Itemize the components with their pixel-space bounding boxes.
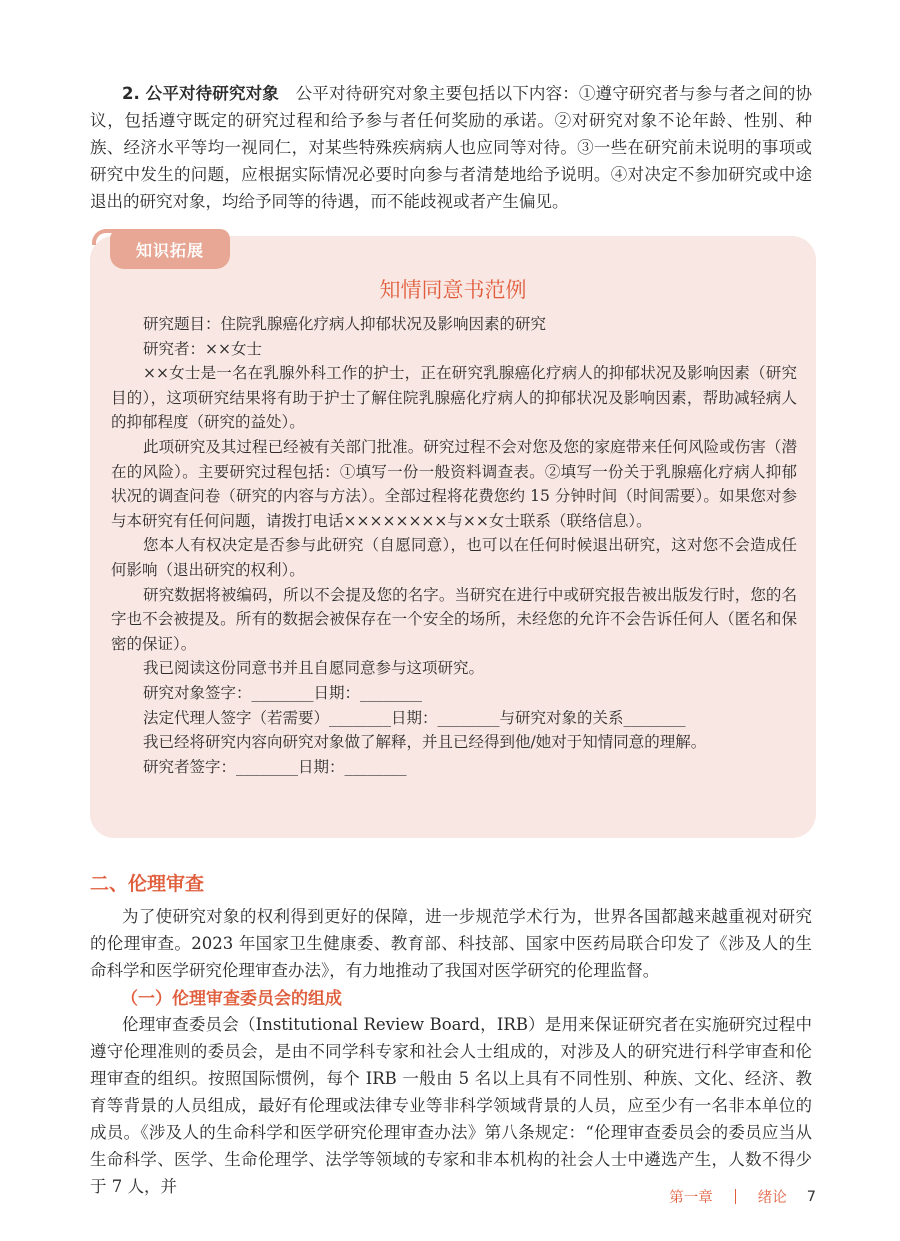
consent-form-title: 知情同意书范例: [379, 278, 527, 302]
subject-signature-line: 研究对象签字：________日期：________: [143, 683, 423, 702]
footer-chapter: 第一章: [669, 1190, 713, 1206]
consent-form-body: [111, 312, 797, 779]
consent-line: 研究题目：住院乳腺癌化疗病人抑郁状况及影响因素的研究: [143, 315, 547, 333]
consent-line: 我已经将研究内容向研究对象做了解释，并且已经得到他/她对于知情同意的理解。: [143, 733, 707, 752]
section-heading: 二、伦理审查: [90, 873, 205, 895]
guardian-signature-line: 法定代理人签字（若需要）________日期：________与研究对象的关系________: [143, 708, 686, 727]
page-number: 7: [806, 1188, 816, 1205]
section-paragraph-1: 为了使研究对象的权利得到更好的保障，进一步规范学术行为，世界各国都越来越重视对研究的伦理审查。2023 年国家卫生健康委、教育部、科技部、国家中医药局联合印发了《涉及人的生命科学和医学研究伦理审查办法》，有力地推动了我国对医学研究的伦理监督。: [90, 907, 812, 980]
consent-line: 我已阅读这份同意书并且自愿同意参与这项研究。: [143, 659, 485, 678]
footer-chapter-title: 绪论: [757, 1190, 787, 1206]
intro-paragraph: [90, 80, 812, 215]
section-paragraph-2: 伦理审查委员会（Institutional Review Board，IRB）是用来保证研究者在实施研究过程中遵守伦理准则的委员会，是由不同学科专家和社会人士组成的，对涉及人的研究进行科学审查和伦理审查的组织。按照国际惯例，每个 IRB 一般由 5 名以上具有不同性别、种族、文化、经济、教育等背景的人员组成，最好有伦理或法律专业等非科学领域背景的人员，应至少有一名非本单位的成员。《涉及人的生命科学和医学研究伦理审查办法》第八条规定：“伦理审查委员会的委员应当从生命科学、医学、生命伦理学、法学等领域的专家和非本机构的社会人士中遴选产生，人数不得少于 7 人，并: [90, 1015, 812, 1196]
intro-text: 公平对待研究对象主要包括以下内容：①遵守研究者与参与者之间的协议，包括遵守既定的研究过程和给予参与者任何奖励的承诺。②对研究对象不论年龄、性别、种族、经济水平等均一视同仁，对某些特殊疾病病人也应同等对待。③一些在研究前未说明的事项或研究中发生的问题，应根据实际情况必要时向参与者清楚地给予说明。④对决定不参加研究或中途退出的研究对象，均给予同等的待遇，而不能歧视或者产生偏见。: [90, 84, 813, 211]
consent-line: 此项研究及其过程已经被有关部门批准。研究过程不会对您及您的家庭带来任何风险或伤害（潜在的风险）。主要研究过程包括：①填写一份一般资料调查表。②填写一份关于乳腺癌化疗病人抑郁状况的调查问卷（研究的内容与方法）。全部过程将花费您约 15 分钟时间（时间需要）。如果您对参与本研究有任何问题，请拨打电话××××××××与××女士联系（联络信息）。: [111, 437, 797, 530]
page-footer: [669, 1186, 816, 1207]
consent-line: 研究者：××女士: [143, 339, 262, 358]
footer-divider: [735, 1189, 736, 1204]
consent-line: 您本人有权决定是否参与此研究（自愿同意），也可以在任何时候退出研究，这对您不会造成任何影响（退出研究的权利）。: [111, 536, 797, 579]
consent-line: 研究数据将被编码，所以不会提及您的名字。当研究在进行中或研究报告被出版发行时，您的名字也不会被提及。所有的数据会被保存在一个安全的场所，未经您的允许不会告诉任何人（匿名和保密的保证）。: [111, 585, 797, 653]
subsection-heading: （一）伦理审查委员会的组成: [121, 989, 342, 1009]
researcher-signature-line: 研究者签字：________日期：________: [143, 757, 407, 776]
intro-lead-heading: 2. 公平对待研究对象: [122, 84, 279, 103]
knowledge-extension-badge: 知识拓展: [110, 229, 230, 269]
consent-line: ××女士是一名在乳腺外科工作的护士，正在研究乳腺癌化疗病人的抑郁状况及影响因素（研究目的），这项研究结果将有助于护士了解住院乳腺癌化疗病人的抑郁状况及影响因素，帮助减轻病人的抑郁程度（研究的益处）。: [111, 364, 797, 432]
